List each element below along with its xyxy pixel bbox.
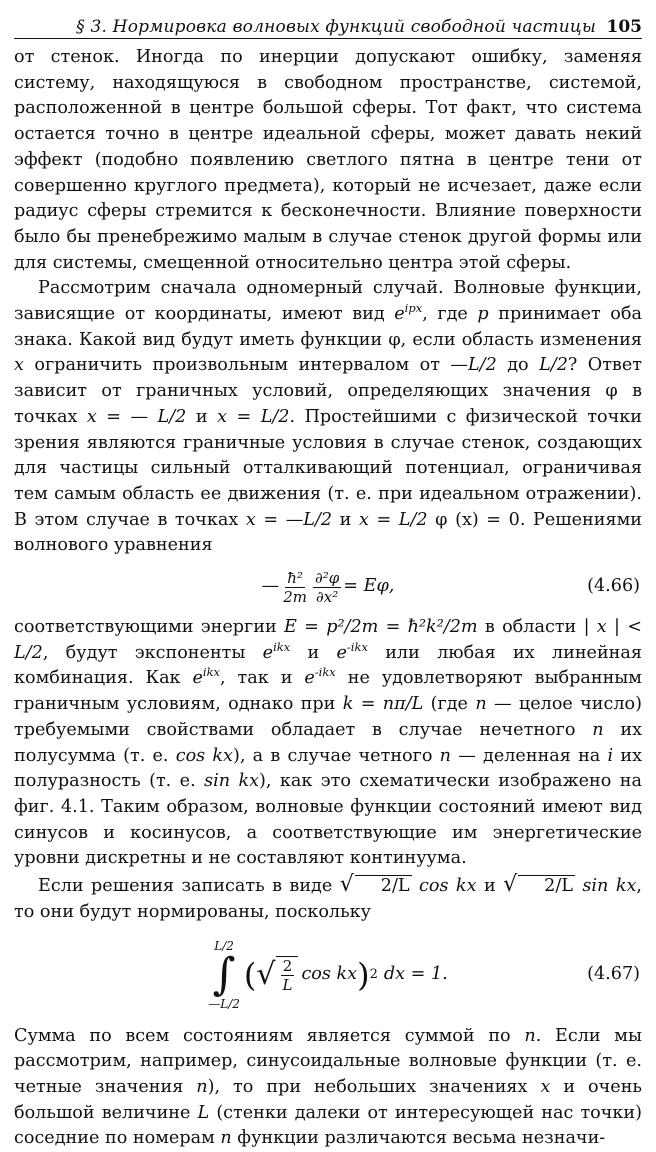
paren-close-icon: ) xyxy=(357,959,369,991)
math-sup: -ikx xyxy=(347,640,368,654)
text: ), а в случае четного xyxy=(233,746,440,766)
text: не удовлетворяют выбранным граничным условиям, однако при xyxy=(14,668,642,714)
text: или любая их линейная комбинация. Как xyxy=(14,643,642,689)
text: — деленная на xyxy=(451,746,608,766)
fraction xyxy=(280,957,294,994)
math: i xyxy=(608,746,614,766)
text: , будут экспоненты xyxy=(43,643,263,663)
math-sup: ikx xyxy=(273,640,290,654)
text: , где xyxy=(422,304,477,324)
math: e xyxy=(336,643,346,663)
text: (стенки далеки от интересующей нас точки) соседние по номерам xyxy=(14,1103,642,1149)
radicand: 2/L xyxy=(518,875,575,896)
text: их полусумма (т. е. xyxy=(14,720,642,766)
text: Если решения записать в виде xyxy=(38,876,340,896)
text: . Простейшими с физической точки зрения являются граничные условия в случае стенок, создающих для частицы сильный отталкивающий потенциал, ограничивая тем самым область ее движения (т. е. при идеальном отражении). В этом случае в точках xyxy=(14,407,642,530)
paragraph-2 xyxy=(14,276,642,559)
sqrt-icon: √ xyxy=(340,872,354,897)
text: , так и xyxy=(220,668,304,688)
math: x = L/2 xyxy=(217,407,289,427)
sqrt-icon: √ xyxy=(503,872,517,897)
numerator: ħ² xyxy=(287,569,303,587)
math: x = —L/2 xyxy=(246,510,332,530)
math: cos kx xyxy=(176,746,233,766)
math: n xyxy=(220,1128,231,1148)
math: dx = 1. xyxy=(384,962,448,988)
paren-open-icon: ( xyxy=(244,959,256,991)
math: n xyxy=(524,1026,535,1046)
math: k = nπ/L xyxy=(343,694,424,714)
text: ограничить произвольным интервалом от — xyxy=(24,355,468,375)
text: . Если мы рассмотрим, например, синусоидальные волновые функции (т. е. четные значения xyxy=(14,1026,642,1097)
math-sup: ipx xyxy=(405,301,423,315)
math: | x | < L/2 xyxy=(14,617,642,663)
denominator: ∂x² xyxy=(316,588,338,606)
math: e xyxy=(304,668,314,688)
numerator: ∂²φ xyxy=(315,569,339,587)
text: и очень большой величине xyxy=(14,1077,642,1123)
body-text xyxy=(14,45,642,1152)
running-title: § 3. Нормировка волновых функций свободной частицы xyxy=(76,17,596,37)
paragraph-5 xyxy=(14,1024,642,1152)
text: (где xyxy=(423,694,475,714)
text: ), как это схематически изображено на фиг. 4.1. Таким образом, волновые функции состояний имеют вид синусов и косинусов, а соответствующие им энергетические уровни дискретны и не составляют континуума. xyxy=(14,771,642,868)
math: x xyxy=(14,355,24,375)
page-number: 105 xyxy=(607,17,643,37)
text: принимает оба знака. Какой вид будут иметь функции φ, если область изменения xyxy=(14,304,642,350)
equation-number: (4.67) xyxy=(587,962,640,988)
text: Сумма по всем состояниям является суммой по xyxy=(14,1026,524,1046)
math: sin kx xyxy=(204,771,259,791)
text: до xyxy=(497,355,539,375)
math: = Eφ, xyxy=(343,574,394,600)
math: e xyxy=(192,668,202,688)
text: в области xyxy=(478,617,584,637)
numerator: 2 xyxy=(281,957,295,976)
math: x xyxy=(540,1077,550,1097)
text: и xyxy=(290,643,336,663)
lower-limit: —L/2 xyxy=(208,998,240,1010)
math: x = L/2 xyxy=(359,510,428,530)
math: L/2 xyxy=(539,355,568,375)
paragraph-4 xyxy=(14,872,642,925)
running-header xyxy=(14,8,642,39)
text: и xyxy=(477,876,504,896)
math-sup: -ikx xyxy=(315,666,336,680)
math: n xyxy=(196,1077,207,1097)
fraction xyxy=(313,569,341,606)
math: — xyxy=(262,574,280,600)
math: L xyxy=(198,1103,210,1123)
text: ? Ответ зависит от граничных условий, определяющих значения φ в точках xyxy=(14,355,642,426)
integral xyxy=(208,940,240,1010)
upper-limit: L/2 xyxy=(214,940,234,952)
text: их полуразность (т. е. xyxy=(14,746,642,792)
paragraph-1: от стенок. Иногда по инерции допускают ошибку, заменяя систему, находящуюся в свободном пространстве, системой, расположенной в центре большой сферы. Тот факт, что система остается точно в центре идеальной сферы, может давать некий эффект (подобно появлению светлого пятна в центре тени от совершенно круглого предмета), который не исчезает, даже если радиус сферы стремится к бесконечности. Влияние поверхности было бы пренебрежимо малым в случае стенок другой формы или для системы, смещенной относительно центра этой сферы. xyxy=(14,45,642,276)
math: cos kx xyxy=(412,876,477,896)
text: , то они будут нормированы, поскольку xyxy=(14,876,642,922)
math: e xyxy=(394,304,404,324)
text: соответствующими энергии xyxy=(14,617,284,637)
math: L/2 xyxy=(468,355,497,375)
paragraph-3 xyxy=(14,615,642,872)
radicand xyxy=(276,956,298,994)
equation-number: (4.66) xyxy=(587,574,640,600)
math: p xyxy=(477,304,488,324)
text: Рассмотрим сначала одномерный случай. Волновые функции, зависящие от координаты, имеют вид xyxy=(14,278,642,324)
equation-4-66 xyxy=(14,559,642,615)
math-sup: ikx xyxy=(203,666,220,680)
text: функции различаются весьма незначи- xyxy=(232,1128,606,1148)
math: e xyxy=(263,643,273,663)
math: n xyxy=(475,694,486,714)
text: φ (x) = 0. Решениями волнового уравнения xyxy=(14,510,642,556)
math: sin kx xyxy=(575,876,636,896)
math: cos kx xyxy=(301,962,357,988)
equation-4-67: L/2 ∫ —L/2 ( √ $\frac{2}{L}$ cos kx ) 2 dx = 1. (4.67) xyxy=(14,926,642,1024)
radicand: 2/L xyxy=(355,875,412,896)
text: и xyxy=(332,510,359,530)
math: n xyxy=(440,746,451,766)
denominator: L xyxy=(282,976,292,994)
text: и xyxy=(186,407,217,427)
text: — целое число) требуемыми свойствами обладает в случае нечетного xyxy=(14,694,642,740)
math: E = p²/2m = ħ²k²/2m xyxy=(284,617,478,637)
sqrt-icon: √ xyxy=(256,962,275,988)
fraction xyxy=(281,569,309,606)
math: x = — L/2 xyxy=(87,407,187,427)
integral-icon: ∫ xyxy=(213,952,236,998)
page xyxy=(14,8,642,1152)
math: n xyxy=(592,720,603,740)
denominator: 2m xyxy=(283,588,307,606)
text: ), то при небольших значениях xyxy=(208,1077,541,1097)
